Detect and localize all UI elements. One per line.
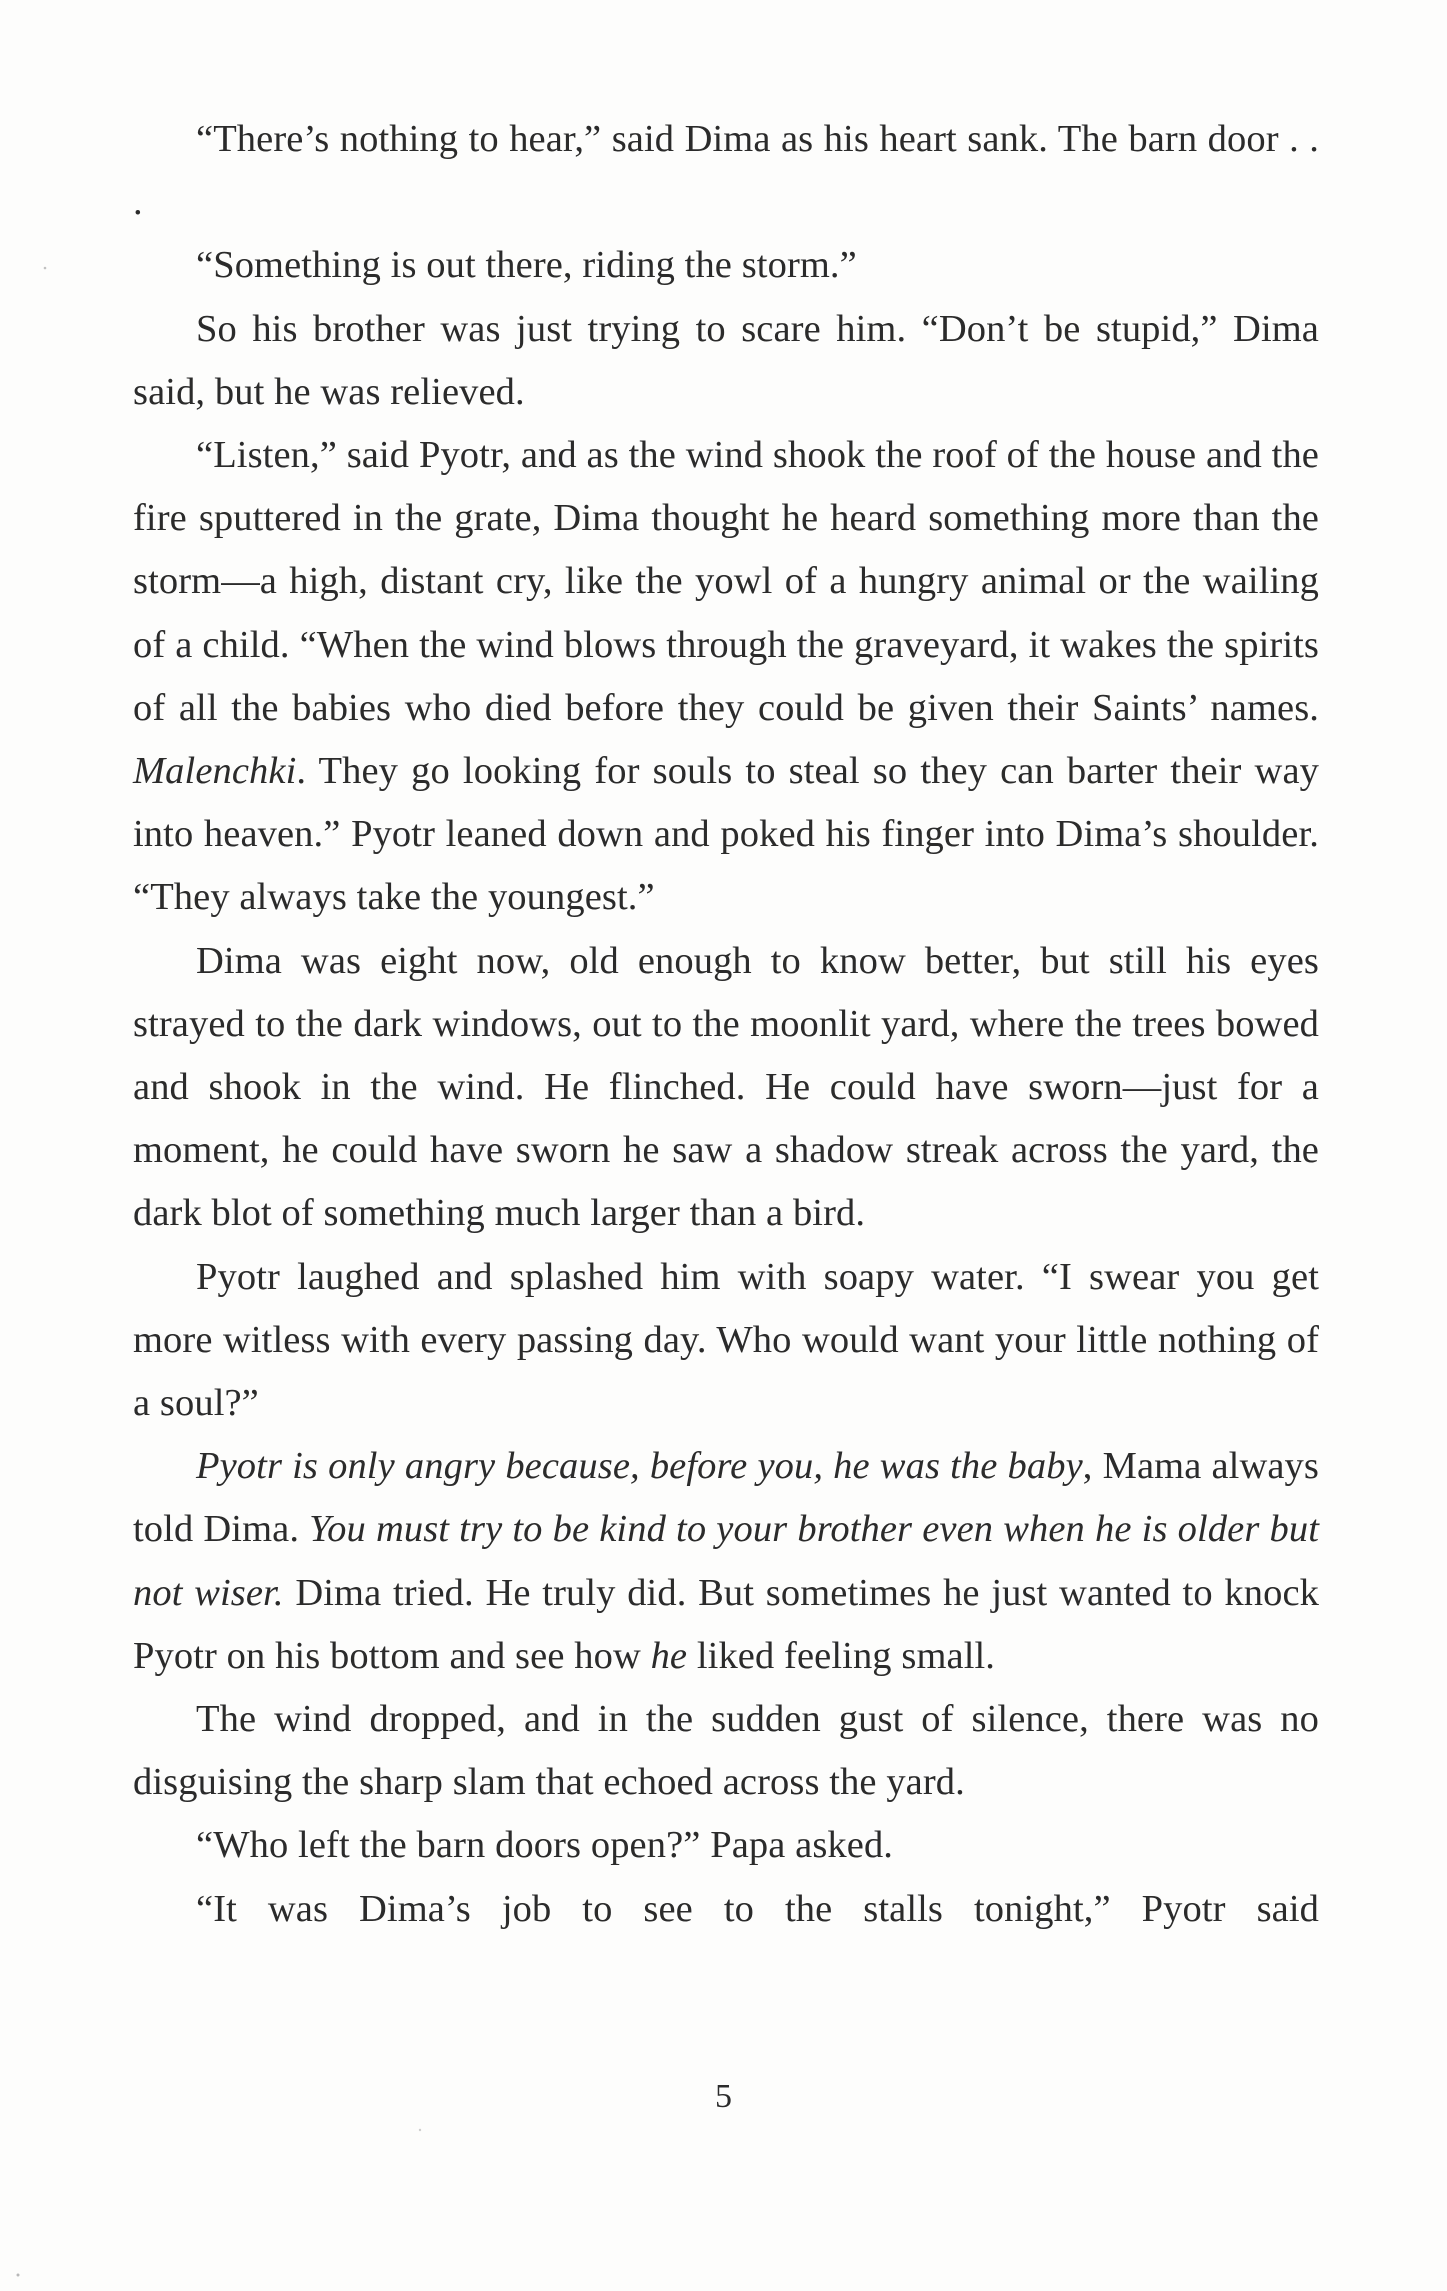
paragraph: [133, 108, 1319, 234]
text-run: “Listen,” said Pyotr, and as the wind shook the roof of the house and the fire sputtered in the grate, Dima thought he heard something more than the storm—a high, distant cry, like the yowl of a hungry animal or the wailing of a child. “When the wind blows through the graveyard, it wakes the spirits of all the babies who died before they could be given their Saints’ names.: [133, 434, 1319, 729]
body-text: [133, 108, 1319, 1941]
text-run: “Something is out there, riding the storm.”: [196, 244, 857, 287]
paragraph: [133, 1435, 1319, 1688]
text-run: liked feeling small.: [687, 1634, 996, 1677]
italic-text: You must try to be kind to your brother even when he is older but not wiser.: [133, 1508, 1319, 1614]
text-run: The wind dropped, and in the sudden gust of silence, there was no disguising the sharp slam that echoed across the yard.: [133, 1698, 1319, 1804]
last-paragraph: [133, 1878, 1319, 1941]
text-run: So his brother was just trying to scare him. “Don’t be stupid,” Dima said, but he was relieved.: [133, 307, 1319, 413]
text-run: Dima tried. He truly did. But sometimes he just wanted to knock Pyotr on his bottom and see how: [133, 1571, 1319, 1677]
speck: [419, 2129, 421, 2131]
text-run: . They go looking for souls to steal so they can barter their way into heaven.” Pyotr leaned down and poked his finger into Dima’s shoulder. “They always take the youngest.”: [133, 750, 1319, 919]
italic-text: he: [650, 1634, 688, 1677]
paragraph: [133, 1688, 1319, 1814]
italic-text: Pyotr is only angry because, before you, he was the baby: [196, 1445, 1083, 1488]
text-run: “There’s nothing to hear,” said Dima as his heart sank. The barn door . . .: [133, 118, 1319, 224]
text-run: “Who left the barn doors open?” Papa asked.: [196, 1824, 894, 1867]
page-number: 5: [715, 2078, 732, 2115]
paragraph: [133, 298, 1319, 424]
italic-text: Malenchki: [133, 750, 297, 793]
speck: [44, 267, 47, 270]
paragraph: [133, 234, 1319, 297]
paragraph: [133, 930, 1319, 1246]
paragraph: [133, 1246, 1319, 1436]
text-run: Dima was eight now, old enough to know better, but still his eyes strayed to the dark windows, out to the moonlit yard, where the trees bowed and shook in the wind. He flinched. He could have sworn—just for a moment, he could have sworn he saw a shadow streak across the yard, the dark blot of something much larger than a bird.: [133, 939, 1319, 1235]
text-run: , Mama always told Dima.: [133, 1445, 1319, 1551]
paragraph: [133, 424, 1319, 930]
text-run: “It was Dima’s job to see to the stalls tonight,” Pyotr said: [196, 1887, 1319, 1930]
paragraph: [133, 1814, 1319, 1877]
speck: [17, 2274, 20, 2277]
text-run: Pyotr laughed and splashed him with soapy water. “I swear you get more witless with every passing day. Who would want your little nothing of a soul?”: [133, 1255, 1319, 1425]
